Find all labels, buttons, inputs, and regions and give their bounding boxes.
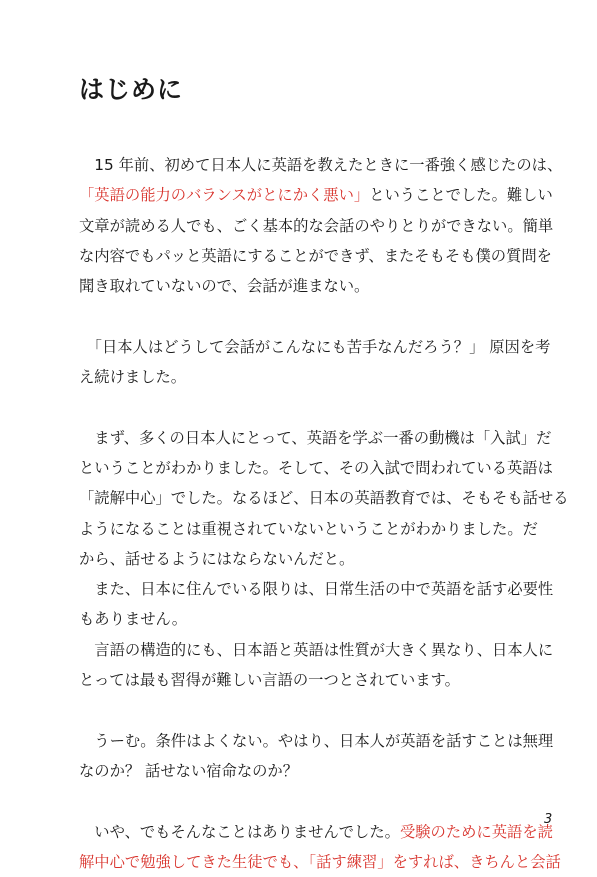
- text-segment: もありません。: [79, 610, 187, 629]
- paragraph-gap: [79, 695, 529, 725]
- text-segment: な内容でもパッと英語にすることができず、またそもそも僕の質問を: [79, 246, 552, 265]
- text-line: [79, 574, 554, 604]
- text-segment: 文章が読める人でも、ごく基本的な会話のやりとりができない。簡単: [79, 216, 554, 235]
- text-segment: 「読解中心」でした。なるほど、日本の英語教育では、そもそも話せる: [79, 489, 569, 508]
- text-segment: ということでした。難しい: [369, 186, 553, 205]
- text-line: [79, 180, 553, 210]
- text-segment: え続けました。: [79, 368, 187, 387]
- paragraph-gap: [79, 301, 529, 331]
- text-line: [79, 423, 552, 453]
- text-segment: 言語の構造的にも、日本語と英語は性質が大きく異なり、日本人に: [79, 640, 554, 659]
- text-line: [79, 483, 569, 513]
- text-line: [79, 362, 529, 392]
- text-line: [79, 847, 561, 877]
- text-line: [79, 271, 529, 301]
- paragraph: [79, 332, 551, 393]
- text-line: [79, 332, 551, 362]
- body-text: [79, 150, 569, 877]
- text-line: [79, 604, 529, 634]
- text-line: [79, 817, 553, 847]
- text-line: [79, 756, 529, 786]
- text-segment: まず、多くの日本人にとって、英語を学ぶ一番の動機は「入試」だ: [79, 428, 552, 447]
- paragraph: [79, 423, 569, 696]
- text-line: [79, 635, 554, 665]
- paragraph: [79, 817, 561, 877]
- text-segment: いや、でもそんなことはありませんでした。: [79, 822, 400, 841]
- page-number: 3: [544, 812, 553, 827]
- text-segment: 「日本人はどうして会話がこんなにも苦手なんだろう？」 原因を考: [79, 337, 551, 356]
- text-segment: 聞き取れていないので、会話が進まない。: [79, 277, 370, 296]
- text-segment: なのか？ 話せない宿命なのか？: [79, 761, 299, 780]
- highlighted-text: 受験のために英語を読: [399, 822, 553, 841]
- highlighted-text: 解中心で勉強してきた生徒でも、「話す練習」をすれば、きちんと会話: [79, 852, 561, 871]
- text-segment: また、日本に住んでいる限りは、日常生活の中で英語を話す必要性: [79, 580, 554, 599]
- text-line: [79, 453, 553, 483]
- text-segment: 15 年前、初めて日本人に英語を教えたときに一番強く感じたのは、: [79, 156, 563, 174]
- text-line: [79, 241, 552, 271]
- text-segment: ようになることは重視されていないということがわかりました。だ: [79, 519, 538, 538]
- text-line: [79, 514, 538, 544]
- text-segment: うーむ。条件はよくない。やはり、日本人が英語を話すことは無理: [79, 731, 554, 750]
- text-line: [79, 211, 554, 241]
- text-line: [79, 544, 529, 574]
- page-title: はじめに: [79, 75, 184, 104]
- text-segment: とっては最も習得が難しい言語の一つとされています。: [79, 671, 460, 690]
- text-line: [79, 150, 563, 180]
- text-line: [79, 726, 554, 756]
- paragraph-gap: [79, 786, 529, 816]
- text-line: [79, 665, 529, 695]
- paragraph-gap: [79, 392, 529, 422]
- paragraph: [79, 726, 554, 787]
- text-segment: から、話せるようにはならないんだと。: [79, 549, 355, 568]
- highlighted-text: 「英語の能力のバランスがとにかく悪い」: [79, 186, 370, 205]
- text-segment: ということがわかりました。そして、その入試で問われている英語は: [79, 458, 553, 477]
- paragraph: [79, 150, 563, 301]
